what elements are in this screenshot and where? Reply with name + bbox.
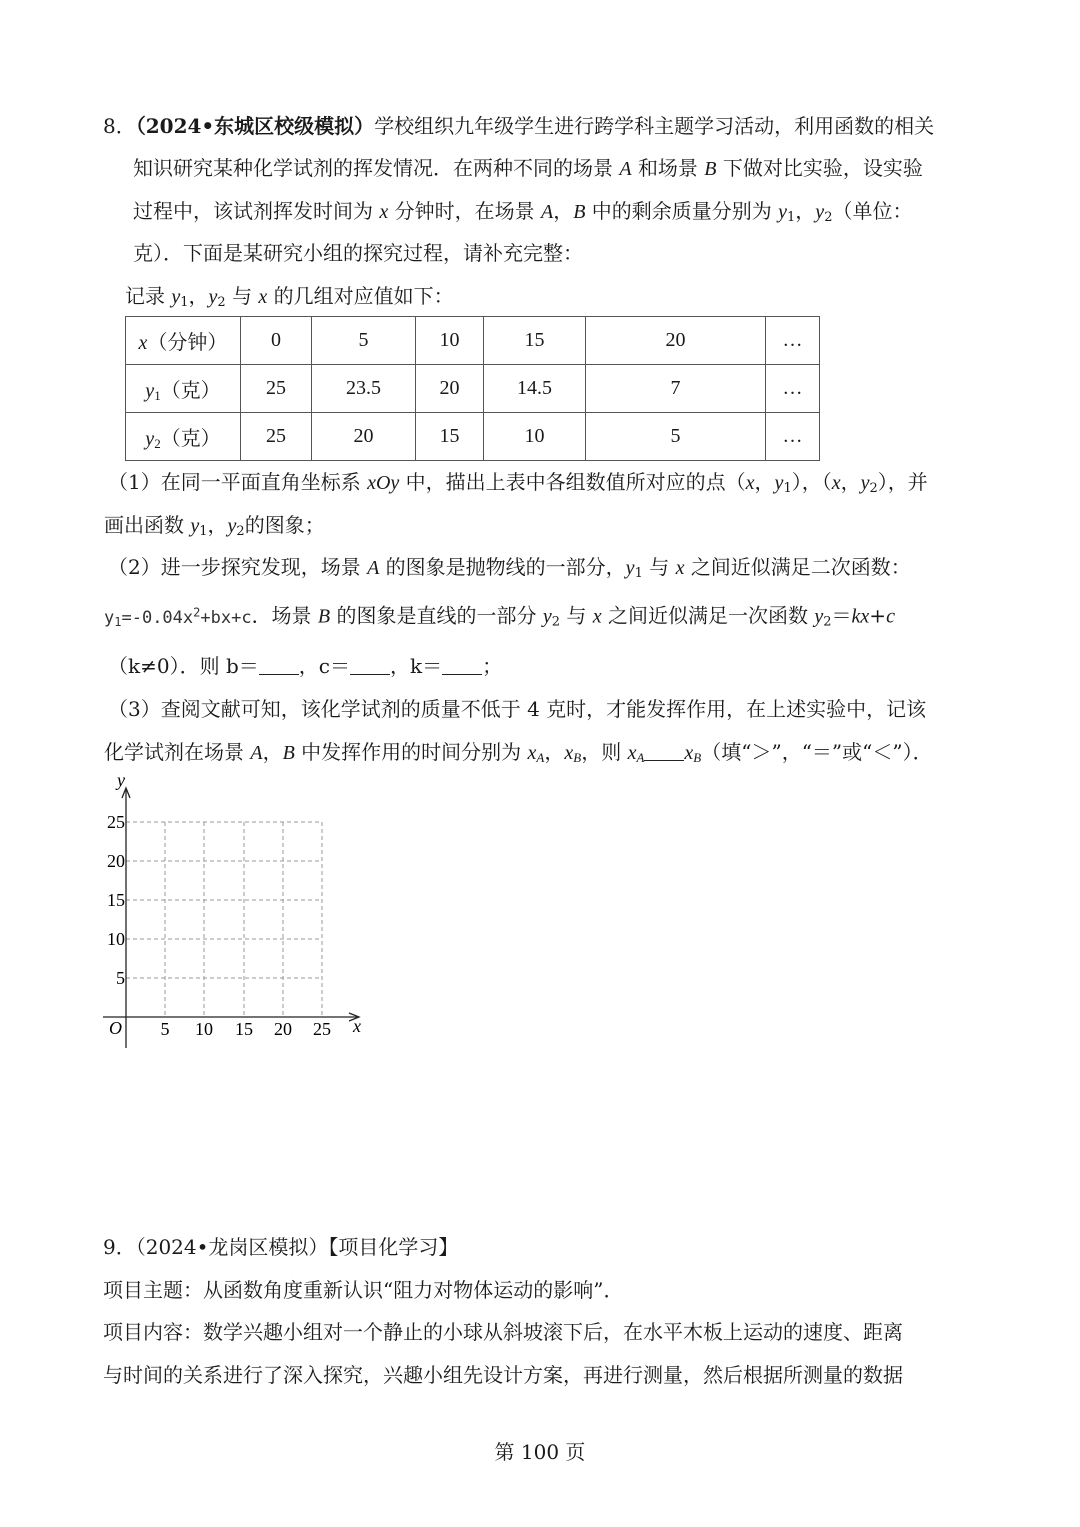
y-tick-label: 15 bbox=[107, 890, 125, 910]
q8-text: 过程中，该试剂挥发时间为 bbox=[133, 199, 373, 223]
var-xOy: xOy bbox=[367, 472, 400, 494]
var-y1: y bbox=[778, 201, 788, 223]
q8-record-line: 记录 $y_1$，$y_2$ 与 x 的几组对应值如下： bbox=[125, 284, 454, 310]
y-tick-label: 5 bbox=[116, 968, 125, 988]
q8-text: ），并 bbox=[877, 470, 928, 494]
values-table bbox=[125, 316, 820, 461]
q8-text: ，c＝ bbox=[298, 654, 350, 678]
q8-text: ，则 bbox=[581, 740, 622, 764]
q8-part2-line2: $y_1=-0.04x^2+bx+c$．场景 B 的图象是直线的一部分 $y_2$ 与 x 之间近似满足一次函数 $y_2=kx+c$ bbox=[104, 603, 895, 630]
q9-title: 9．（2024•龙岗区模拟）【项目化学习】 bbox=[103, 1235, 459, 1259]
q8-line-4: 克）．下面是某研究小组的探究过程，请补充完整： bbox=[133, 241, 583, 265]
q9-content-line2: 与时间的关系进行了深入探究，兴趣小组先设计方案，再进行测量，然后根据所测量的数据 bbox=[103, 1363, 903, 1387]
table-header-cell: x（分钟） bbox=[126, 317, 241, 365]
table-cell: 25 bbox=[241, 365, 312, 413]
x-tick-label: 5 bbox=[160, 1019, 170, 1039]
q8-text: （k≠0）．则 b＝ bbox=[108, 654, 259, 678]
x-tick-label: 20 bbox=[274, 1019, 292, 1039]
table-cell: 20 bbox=[586, 317, 766, 365]
y-tick-label: 10 bbox=[107, 929, 125, 949]
y-tick-label: 20 bbox=[107, 851, 125, 871]
table-cell: 25 bbox=[241, 413, 312, 461]
q8-text: 学校组织九年级学生进行跨学科主题学习活动，利用函数的相关 bbox=[374, 114, 935, 138]
page-footer: 第 100 页 bbox=[494, 1440, 586, 1464]
table-cell: 0 bbox=[241, 317, 312, 365]
table-header-cell: $y_1$（克） bbox=[126, 365, 241, 413]
q8-text: （单位： bbox=[832, 199, 913, 223]
var-y2: y bbox=[815, 201, 825, 223]
table-cell: 15 bbox=[416, 413, 484, 461]
q8-text: 记录 bbox=[125, 284, 165, 308]
table-cell: 20 bbox=[416, 365, 484, 413]
q8-number: 8． bbox=[103, 114, 136, 138]
y-tick-label: 25 bbox=[107, 812, 125, 832]
table-row bbox=[126, 365, 820, 413]
table-cell: 14.5 bbox=[484, 365, 586, 413]
q8-text: ，k＝ bbox=[389, 654, 443, 678]
table-cell: 20 bbox=[312, 413, 416, 461]
var-y2: y bbox=[208, 286, 218, 308]
var-y1: y bbox=[171, 286, 181, 308]
q8-part3-line2: 化学试剂在场景 A，B 中发挥作用的时间分别为 $x_A$，$x_B$，则 $x_A$ $x_B$（填“＞”，“＝”或“＜”）． bbox=[104, 740, 933, 765]
q8-text: 中的剩余质量分别为 bbox=[591, 199, 772, 223]
q8-line-3: 过程中，该试剂挥发时间为 x 分钟时，在场景 A，B 中的剩余质量分别为 $y_1$，$y_2$（单位： bbox=[133, 199, 913, 225]
table-cell: 10 bbox=[416, 317, 484, 365]
q8-source: （2024•东城区校级模拟） bbox=[135, 114, 375, 138]
q8-text: ．场景 bbox=[251, 603, 312, 628]
q8-part1-line2: 画出函数 $y_1$，$y_2$的图象； bbox=[104, 513, 325, 539]
q8-text: 知识研究某种化学试剂的挥发情况．在两种不同的场景 bbox=[133, 156, 613, 180]
answer-blank-b[interactable] bbox=[259, 654, 299, 675]
table-row bbox=[126, 317, 820, 365]
table-cell: 5 bbox=[312, 317, 416, 365]
q8-text: 和场景 bbox=[637, 156, 698, 180]
table-cell: 5 bbox=[586, 413, 766, 461]
table-cell: 23.5 bbox=[312, 365, 416, 413]
table-cell: … bbox=[766, 317, 820, 365]
table-cell: 15 bbox=[484, 317, 586, 365]
q8-text: 之间近似满足二次函数： bbox=[690, 555, 911, 579]
var-B: B bbox=[704, 158, 717, 180]
table-cell: 7 bbox=[586, 365, 766, 413]
table-row bbox=[126, 413, 820, 461]
q8-line-1 bbox=[103, 112, 934, 140]
x-tick-label: 25 bbox=[313, 1019, 331, 1039]
var-x: x bbox=[379, 201, 389, 223]
q8-text: 的图象是抛物线的一部分， bbox=[385, 555, 626, 579]
x-tick-label: 15 bbox=[235, 1019, 253, 1039]
q8-text: （2）进一步探究发现，场景 bbox=[108, 555, 361, 579]
table-cell: … bbox=[766, 365, 820, 413]
q9-theme: 项目主题：从函数角度重新认识“阻力对物体运动的影响”． bbox=[103, 1278, 624, 1302]
var-B: B bbox=[573, 201, 586, 223]
var-A: A bbox=[540, 201, 554, 223]
q8-text: （填“＞”，“＝”或“＜”）． bbox=[701, 740, 933, 764]
q8-part3-line1: （3）查阅文献可知，该化学试剂的质量不低于 4 克时，才能发挥作用，在上述实验中，记该 bbox=[108, 697, 927, 721]
q8-text: 中发挥作用的时间分别为 bbox=[301, 740, 522, 764]
x-tick-label: 10 bbox=[195, 1019, 213, 1039]
var-x: x bbox=[258, 286, 268, 308]
q8-part2-line3 bbox=[108, 652, 502, 680]
q8-line-2 bbox=[133, 154, 923, 183]
q8-text: 分钟时，在场景 bbox=[394, 199, 535, 223]
table-cell: … bbox=[766, 413, 820, 461]
q8-text: 与 bbox=[566, 603, 587, 628]
origin-label: O bbox=[109, 1018, 122, 1038]
q8-text: 与 bbox=[649, 555, 670, 579]
q8-text: 的几组对应值如下： bbox=[273, 284, 454, 308]
x-axis-label: x bbox=[353, 1016, 361, 1036]
q8-text: 的图象； bbox=[244, 513, 325, 537]
formula-image: $y_1=-0.04x^2+bx+c$ bbox=[104, 605, 252, 629]
q9-content-line1: 项目内容：数学兴趣小组对一个静止的小球从斜坡滚下后，在水平木板上运动的速度、距离 bbox=[103, 1320, 903, 1344]
answer-blank-compare[interactable] bbox=[644, 740, 684, 761]
q8-part1-line1: （1）在同一平面直角坐标系 xOy 中，描出上表中各组数值所对应的点（x，$y_1$），（x，$y_2$），并 bbox=[108, 470, 928, 496]
coordinate-grid bbox=[95, 770, 385, 1060]
q8-text: 的图象是直线的一部分 bbox=[336, 603, 537, 628]
q8-part2-line1: （2）进一步探究发现，场景 A 的图象是抛物线的一部分，$y_1$ 与 x 之间近似满足二次函数： bbox=[108, 555, 911, 581]
q8-text: 画出函数 bbox=[104, 513, 184, 537]
answer-blank-c[interactable] bbox=[350, 654, 390, 675]
q8-text: 下做对比实验，设实验 bbox=[722, 156, 923, 180]
q8-text: 中，描出上表中各组数值所对应的点（ bbox=[405, 470, 746, 494]
q8-text: ），（ bbox=[791, 470, 832, 494]
var-A: A bbox=[619, 158, 632, 180]
q8-text: ； bbox=[482, 654, 503, 678]
answer-blank-k[interactable] bbox=[442, 654, 482, 675]
q8-text: 之间近似满足一次函数 bbox=[608, 603, 808, 628]
q8-text: 化学试剂在场景 bbox=[104, 740, 244, 764]
q8-text: 与 bbox=[232, 284, 253, 308]
table-cell: 10 bbox=[484, 413, 586, 461]
table-header-cell: $y_2$（克） bbox=[126, 413, 241, 461]
y-axis-label: y bbox=[117, 770, 125, 790]
q8-text: （1）在同一平面直角坐标系 bbox=[108, 470, 361, 494]
